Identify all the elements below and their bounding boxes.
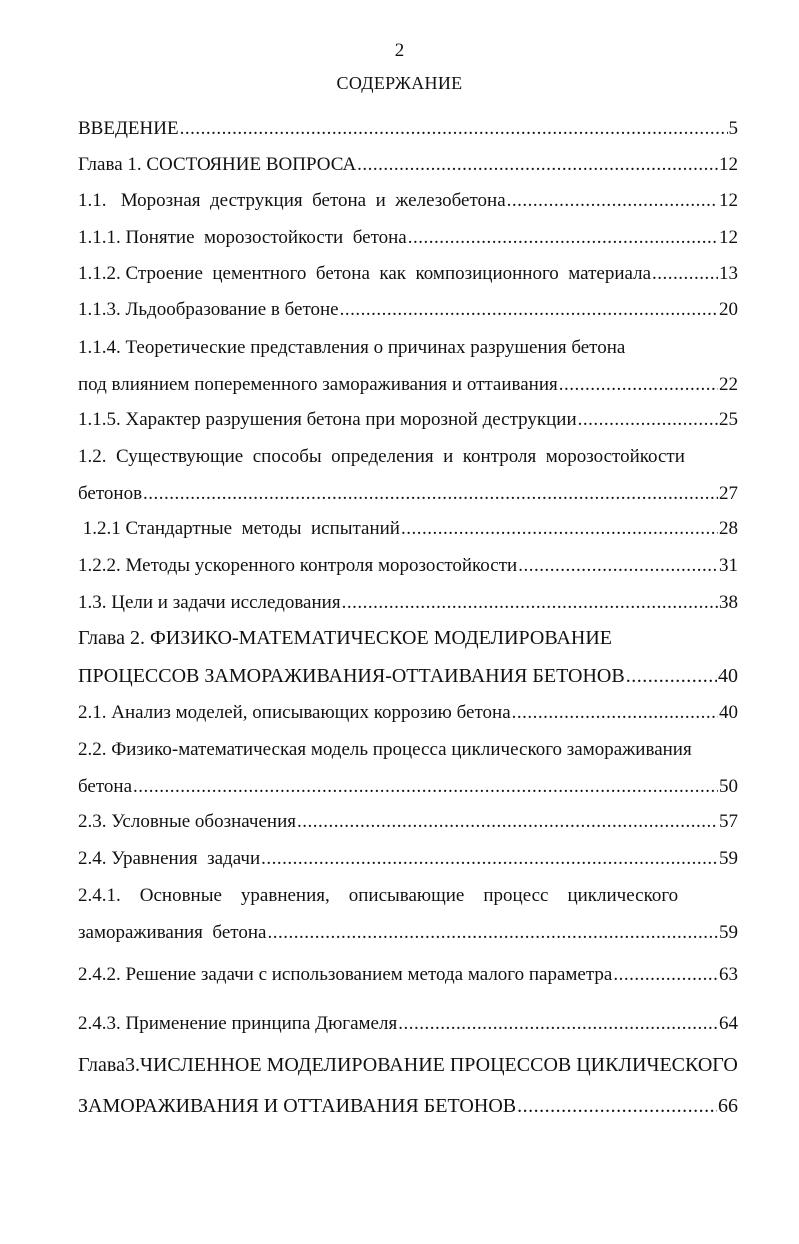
page-number: 2 (394, 40, 405, 61)
toc-entry-2-4-2 (78, 963, 738, 987)
toc-entry-title: 2.4. Уравнения задачи (78, 848, 261, 869)
toc-entry-page: 13 (719, 263, 738, 284)
toc-entry-1-1-5 (78, 408, 738, 432)
toc-entry-page: 38 (719, 592, 738, 613)
toc-entry-1-2 (78, 445, 738, 506)
toc-entry-title: замораживания бетона (78, 922, 267, 943)
toc-entry-2-1 (78, 701, 738, 725)
toc-entry-introduction (78, 117, 738, 141)
toc-entry-title: 1.1.2. Строение цементного бетона как композиционного материала (78, 263, 652, 284)
page-title: СОДЕРЖАНИЕ (336, 73, 463, 93)
toc-entry-title: 2.4.2. Решение задачи с использованием метода малого параметра (78, 964, 613, 985)
toc-entry-title: 1.3. Цели и задачи исследования (78, 592, 341, 613)
toc-entry-2-3 (78, 810, 738, 834)
toc-entry-title: 1.2.1 Стандартные методы испытаний (78, 518, 400, 539)
toc-entry-title: ПРОЦЕССОВ ЗАМОРАЖИВАНИЯ-ОТТАИВАНИЯ БЕТОНОВ (78, 665, 625, 687)
toc-entry-title: бетонов (78, 483, 143, 504)
toc-entry-2-4 (78, 847, 738, 871)
toc-entry-title: 1.1.5. Характер разрушения бетона при морозной деструкции (78, 409, 577, 430)
toc-entry-page: 63 (719, 964, 738, 985)
toc-entry-1-1-4 (78, 336, 738, 397)
toc-entry-1-1-1 (78, 226, 738, 250)
toc-entry-page: 5 (728, 118, 738, 139)
toc-entry-title: 1.1.3. Льдообразование в бетоне (78, 299, 339, 320)
toc-entry-1-2-2 (78, 554, 738, 578)
toc-entry-chapter-1 (78, 153, 738, 177)
toc-entry-page: 31 (719, 555, 738, 576)
toc-entry-title: 2.4.3. Применение принципа Дюгамеля (78, 1013, 398, 1034)
toc-entry-page: 64 (719, 1013, 738, 1034)
toc-entry-1-1-2 (78, 262, 738, 286)
toc-entry-page: 57 (719, 811, 738, 832)
toc-entry-page: 28 (719, 518, 738, 539)
toc-entry-page: 40 (718, 665, 738, 687)
toc-entry-title: под влиянием попеременного замораживания и оттаивания (78, 374, 558, 395)
toc-entry-1-3 (78, 591, 738, 615)
toc-entry-chapter-2 (78, 626, 738, 688)
toc-entry-title: 1.1. Морозная деструкция бетона и железобетона (78, 190, 506, 211)
toc-entry-page: 27 (719, 483, 738, 504)
toc-entry-title: 1.1.1. Понятие морозостойкости бетона (78, 227, 407, 248)
toc-entry-page: 20 (719, 299, 738, 320)
toc-entry-page: 12 (719, 227, 738, 248)
toc-entry-title-line1: Глава3.ЧИСЛЕННОЕ МОДЕЛИРОВАНИЕ ПРОЦЕССОВ ЦИКЛИЧЕСКОГО (78, 1054, 738, 1076)
toc-entry-1-1 (78, 189, 738, 213)
toc-entry-page: 25 (719, 409, 738, 430)
toc-entry-page: 40 (719, 702, 738, 723)
toc-entry-2-2 (78, 738, 738, 799)
toc-entry-title-line1: 2.2. Физико-математическая модель процесса циклического замораживания (78, 739, 692, 760)
toc-entry-chapter-3 (78, 1053, 738, 1118)
toc-entry-title: 2.1. Анализ моделей, описывающих коррозию бетона (78, 702, 511, 723)
toc-entry-title-line1: Глава 2. ФИЗИКО-МАТЕМАТИЧЕСКОЕ МОДЕЛИРОВАНИЕ (78, 627, 612, 649)
toc-entry-title: ЗАМОРАЖИВАНИЯ И ОТТАИВАНИЯ БЕТОНОВ (78, 1095, 517, 1117)
toc-entry-title: бетона (78, 776, 133, 797)
toc-entry-1-2-1 (78, 517, 738, 541)
toc-entry-page: 12 (719, 154, 738, 175)
toc-entry-page: 50 (719, 776, 738, 797)
toc-entry-page: 59 (719, 848, 738, 869)
toc-entry-page: 59 (719, 922, 738, 943)
toc-entry-title: 1.2.2. Методы ускоренного контроля морозостойкости (78, 555, 518, 576)
toc-entry-title-line1: 1.1.4. Теоретические представления о причинах разрушения бетона (78, 337, 626, 358)
toc-entry-title-line1: 2.4.1. Основные уравнения, описывающие процесс циклического (78, 885, 679, 906)
toc-entry-page: 22 (719, 374, 738, 395)
toc-entry-2-4-3 (78, 1012, 738, 1036)
toc-entry-title: Глава 1. СОСТОЯНИЕ ВОПРОСА (78, 154, 357, 175)
toc-entry-title: 2.3. Условные обозначения (78, 811, 296, 832)
toc-entry-page: 66 (718, 1095, 738, 1117)
toc-entry-title: ВВЕДЕНИЕ (78, 118, 179, 139)
toc-entry-page: 12 (719, 190, 738, 211)
toc-entry-1-1-3 (78, 298, 738, 322)
toc-entry-2-4-1 (78, 884, 738, 945)
toc-entry-title-line1: 1.2. Существующие способы определения и контроля морозостойкости (78, 446, 685, 467)
